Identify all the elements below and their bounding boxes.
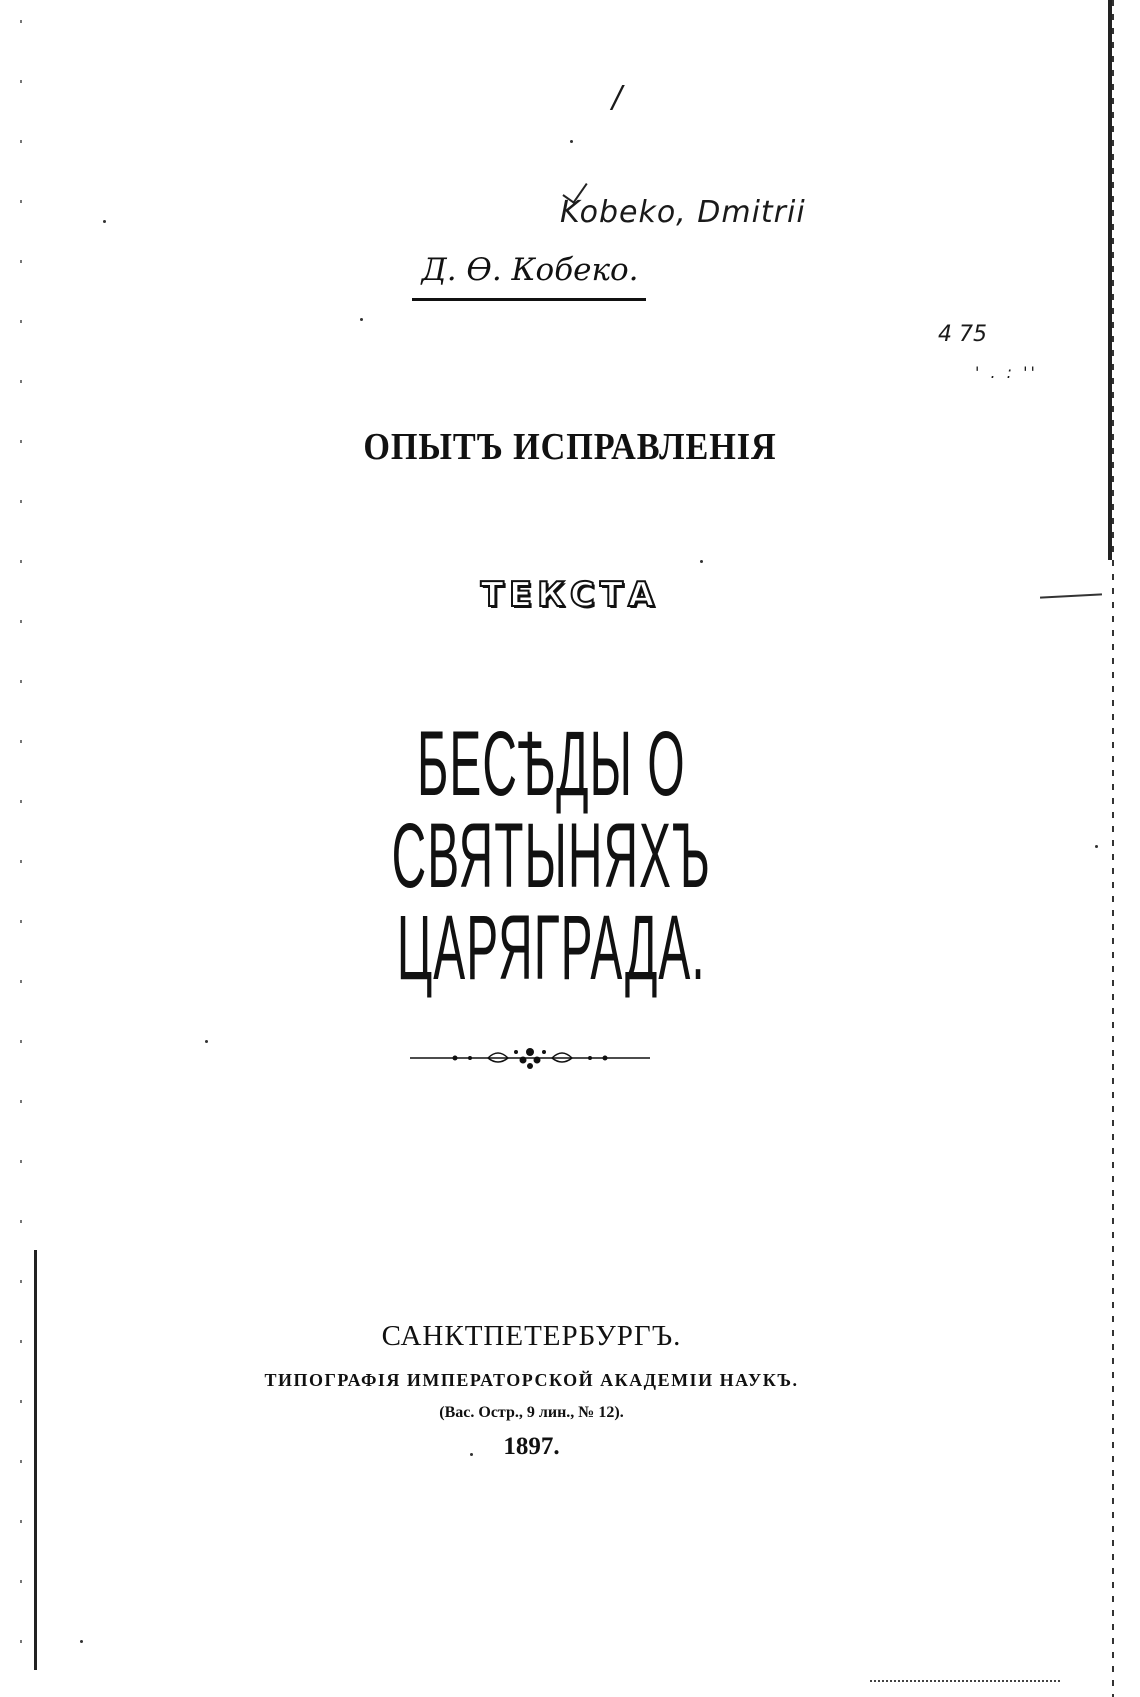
imprint-year: 1897. [503, 1433, 560, 1460]
handwritten-shelf-code: 4 75 [938, 322, 987, 347]
scan-bottom-line [870, 1680, 1060, 1682]
author-name: Д. Ѳ. Кобеко. [421, 252, 639, 288]
scan-edge-right [1112, 0, 1114, 1697]
speck [360, 318, 363, 321]
title-line-2: ТЕКСТА [480, 575, 660, 615]
imprint-address: (Вас. Остр., 9 лин., № 12). [439, 1404, 624, 1421]
speck [80, 1640, 83, 1643]
speck [103, 220, 106, 223]
speck [570, 140, 573, 143]
speck [700, 560, 703, 563]
handwritten-mark: / [612, 80, 623, 115]
imprint-city: САНКТПЕТЕРБУРГЪ. [381, 1320, 682, 1352]
title-line-1: ОПЫТЪ ИСПРАВЛЕНІЯ [363, 426, 777, 468]
speck [205, 1040, 208, 1043]
scan-edge-left-dots [20, 20, 22, 1670]
imprint-press: ТИПОГРАФІЯ ИМПЕРАТОРСКОЙ АКАДЕМІИ НАУКЪ. [264, 1370, 799, 1390]
title-line-3: БЕСѢДЫ О СВЯТЫНЯХЪ ЦАРЯГРАДА. [391, 713, 711, 999]
speck [1095, 845, 1098, 848]
ornament-divider-icon [410, 1038, 650, 1078]
handwritten-author-name: Kobeko, Dmitrii [560, 195, 806, 230]
author-underline [412, 298, 646, 301]
handwritten-shelf-code-2: ' . : '' [975, 363, 1038, 382]
